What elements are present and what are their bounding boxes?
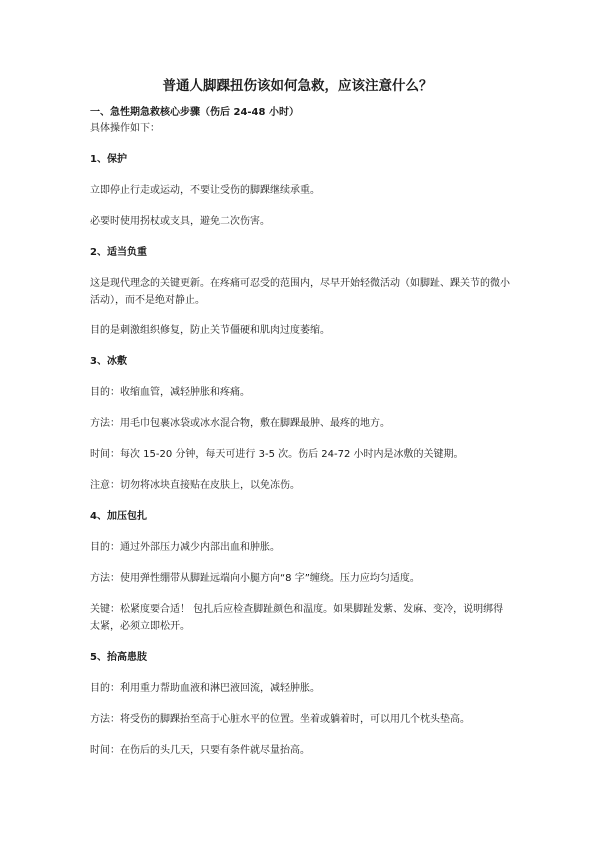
step-paragraph: 方法：将受伤的脚踝抬至高于心脏水平的位置。坐着或躺着时，可以用几个枕头垫高。 (90, 714, 470, 725)
step-heading-elevate: 5、抬高患肢 (90, 652, 147, 663)
step-heading-ice: 3、冰敷 (90, 356, 127, 367)
step-heading-load: 2、适当负重 (90, 247, 147, 258)
step-paragraph: 时间：在伤后的头几天，只要有条件就尽量抬高。 (90, 745, 310, 756)
step-paragraph: 方法：使用弹性绷带从脚趾远端向小腿方向“8 字”缠绕。压力应均匀适度。 (90, 573, 420, 584)
step-paragraph: 目的：通过外部压力减少内部出血和肿胀。 (90, 542, 280, 553)
step-paragraph: 时间：每次 15-20 分钟，每天可进行 3-5 次。伤后 24-72 小时内是冰敷的关键期。 (90, 449, 464, 460)
step-paragraph: 必要时使用拐杖或支具，避免二次伤害。 (90, 216, 270, 227)
step-paragraph: 这是现代理念的关键更新。在疼痛可忍受的范围内，尽早开始轻微活动（如脚趾、踝关节的微小活动），而不是绝对静止。 (90, 278, 510, 306)
step-paragraph: 立即停止行走或运动，不要让受伤的脚踝继续承重。 (90, 185, 320, 196)
step-heading-protect: 1、保护 (90, 154, 127, 165)
section-heading: 一、急性期急救核心步骤（伤后 24-48 小时） (90, 107, 299, 118)
step-paragraph: 关键：松紧度要合适！ 包扎后应检查脚趾颜色和温度。如果脚趾发紫、发麻、变冷，说明绑得太紧，必须立即松开。 (90, 604, 504, 632)
step-paragraph: 目的是刺激组织修复，防止关节僵硬和肌肉过度萎缩。 (90, 325, 330, 336)
step-paragraph: 注意：切勿将冰块直接贴在皮肤上，以免冻伤。 (90, 480, 300, 491)
step-paragraph: 目的：收缩血管，减轻肿胀和疼痛。 (90, 387, 250, 398)
intro-text: 具体操作如下： (90, 123, 160, 134)
step-paragraph: 目的：利用重力帮助血液和淋巴液回流，减轻肿胀。 (90, 683, 320, 694)
step-heading-compress: 4、加压包扎 (90, 511, 147, 522)
step-paragraph: 方法：用毛巾包裹冰袋或冰水混合物，敷在脚踝最肿、最疼的地方。 (90, 418, 390, 429)
document-title: 普通人脚踝扭伤该如何急救，应该注意什么？ (162, 78, 433, 94)
